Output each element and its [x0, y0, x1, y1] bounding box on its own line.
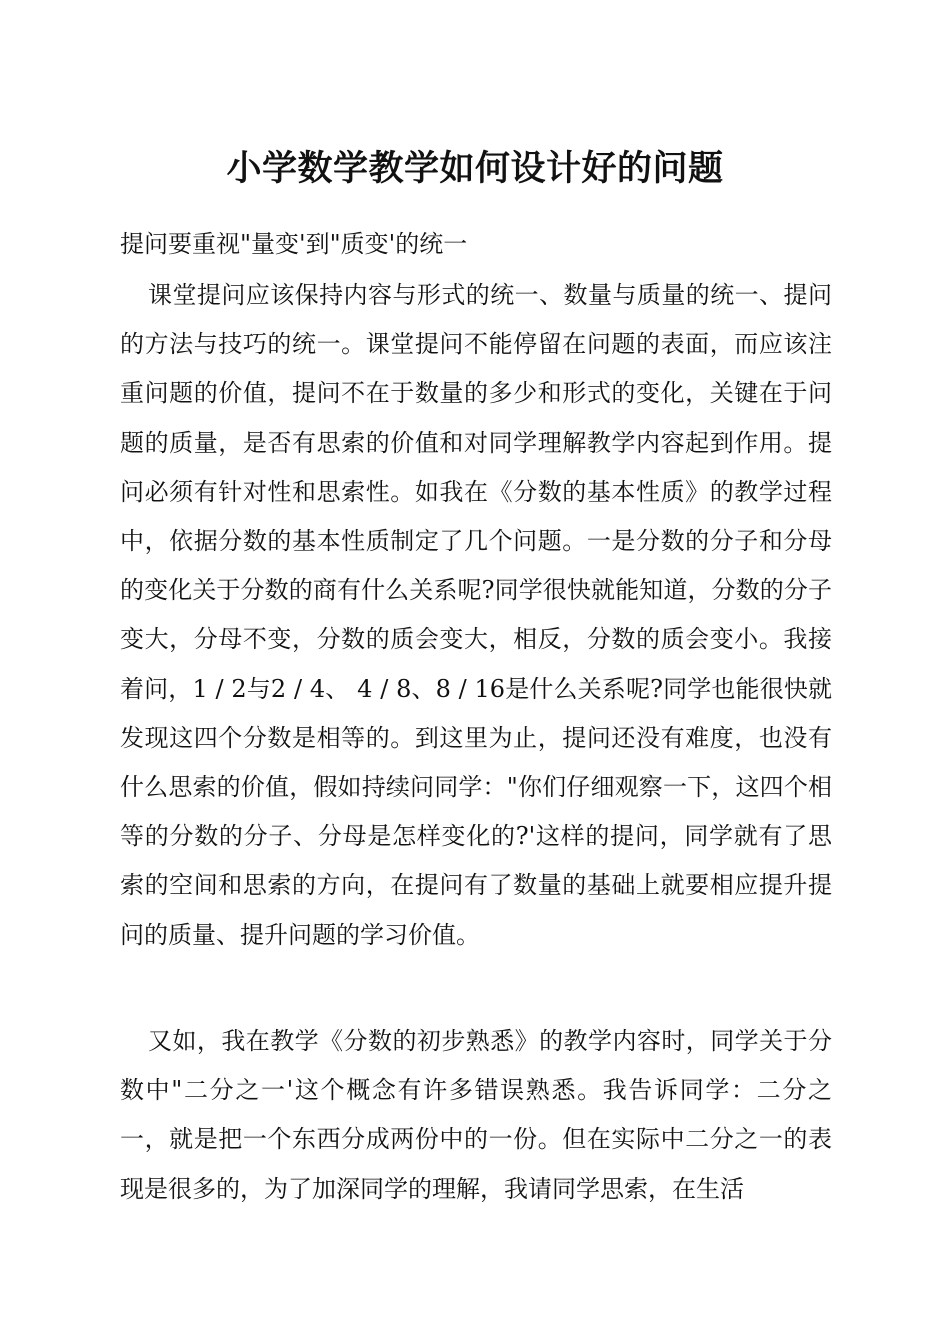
paragraph-2: 又如，我在教学《分数的初步熟悉》的教学内容时，同学关于分数中"二分之一'这个概念有许多错误熟悉。我告诉同学：二分之一，就是把一个东西分成两份中的一份。但在实际中二分之一的表现是很多的，为了加深同学的理解，我请同学思索，在生活	[120, 1027, 832, 1203]
document-title: 小学数学教学如何设计好的问题	[226, 149, 724, 189]
paragraph-1: 课堂提问应该保持内容与形式的统一、数量与质量的统一、提问的方法与技巧的统一。课堂提问不能停留在问题的表面，而应该注重问题的价值，提问不在于数量的多少和形式的变化，关键在于问题的质量，是否有思索的价值和对同学理解教学内容起到作用。提问必须有针对性和思索性。如我在《分数的基本性质》的教学过程中，依据分数的基本性质制定了几个问题。一是分数的分子和分母的变化关于分数的商有什么关系呢?同学很快就能知道，分数的分子变大，分母不变，分数的质会变大，相反，分数的质会变小。我接着问，1 / 2与2 / 4、 4 / 8、8 / 16是什么关系呢?同学也能很快就发现这四个分数是相等的。到这里为止，提问还没有难度，也没有什么思索的价值，假如持续问同学："你们仔细观察一下，这四个相等的分数的分子、分母是怎样变化的?'这样的提问，同学就有了思索的空间和思索的方向，在提问有了数量的基础上就要相应提升提问的质量、提升问题的学习价值。	[120, 281, 832, 949]
section-heading: 提问要重视"量变'到"质变'的统一	[120, 230, 468, 258]
